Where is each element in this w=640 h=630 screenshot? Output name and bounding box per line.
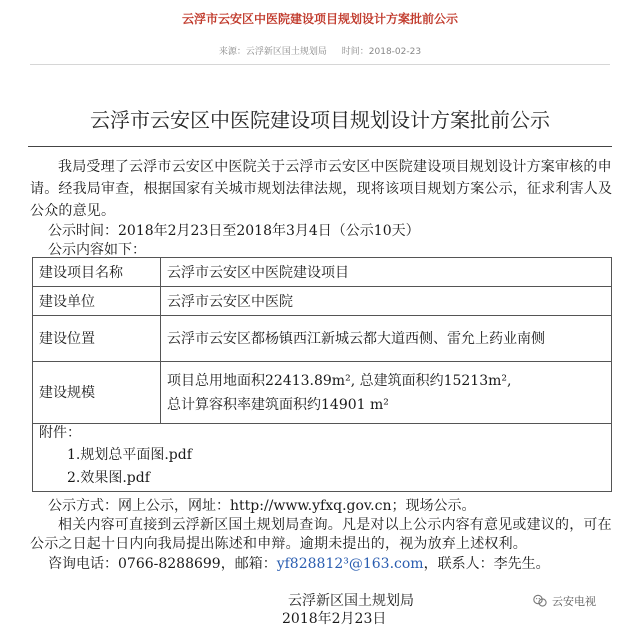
article-source: 来源：云浮新区国土规划局 [218, 47, 327, 57]
table-row [33, 316, 612, 362]
content-label: 公示内容如下： [48, 242, 146, 258]
table-row [33, 362, 612, 424]
table-value: 云浮市云安区中医院建设项目 [161, 258, 612, 287]
table-key: 建设项目名称 [33, 258, 161, 287]
table-value [161, 362, 612, 424]
table-value: 云浮市云安区中医院 [161, 287, 612, 316]
page-header-title: 云浮市云安区中医院建设项目规划设计方案批前公示 [181, 12, 458, 26]
watermark [532, 593, 596, 609]
scale-line-2: 总计算容积率建筑面积约14901 m² [167, 396, 389, 413]
title-divider [28, 146, 612, 147]
contact-prefix: 咨询电话：0766-8288699，邮箱： [48, 556, 277, 572]
contact-line [48, 553, 550, 573]
article-date: 时间：2018-02-23 [341, 47, 422, 57]
contact-email[interactable]: yf828812³@163.com [276, 556, 424, 572]
intro-paragraph: 我局受理了云浮市云安区中医院关于云浮市云安区中医院建设项目规划设计方案审核的申请。经我局审查，根据国家有关城市规划法律法规，现将该项目规划方案公示，征求利害人及公众的意见。 [30, 159, 613, 219]
attachments-box [32, 420, 612, 492]
contact-suffix: ，联系人：李先生。 [423, 556, 550, 572]
signature-date: 2018年2月23日 [282, 611, 387, 627]
table-value: 云浮市云安区都杨镇西江新城云都大道西侧、雷允上药业南侧 [161, 316, 612, 362]
document-title: 云浮市云安区中医院建设项目规划设计方案批前公示 [90, 108, 550, 132]
article-meta [0, 44, 640, 57]
attachment-link[interactable]: 1.规划总平面图.pdf [67, 447, 192, 463]
signature-org: 云浮新区国土规划局 [288, 593, 414, 609]
table-key: 建设规模 [33, 362, 161, 424]
table-row [33, 258, 612, 287]
scale-line-1: 项目总用地面积22413.89m², 总建筑面积约15213m², [167, 372, 512, 389]
attachment-link[interactable]: 2.效果图.pdf [67, 470, 150, 486]
attachments-label: 附件： [39, 425, 81, 441]
table-key: 建设位置 [33, 316, 161, 362]
watermark-text: 云安电视 [552, 595, 596, 608]
wechat-icon [532, 593, 548, 609]
table-key: 建设单位 [33, 287, 161, 316]
notice-method: 公示方式：网上公示，网址：http://www.yfxq.gov.cn；现场公示。 [48, 498, 476, 514]
note-paragraph: 相关内容可直接到云浮新区国土规划局查询。凡是对以上公示内容有意见或建议的，可在公示之日起十日内向我局提出陈述和申辩。逾期未提出的，视为放弃上述权利。 [30, 517, 612, 552]
notice-period: 公示时间：2018年2月23日至2018年3月4日（公示10天） [48, 223, 420, 239]
project-info-table [32, 257, 612, 424]
header-divider [30, 64, 610, 65]
table-row [33, 287, 612, 316]
